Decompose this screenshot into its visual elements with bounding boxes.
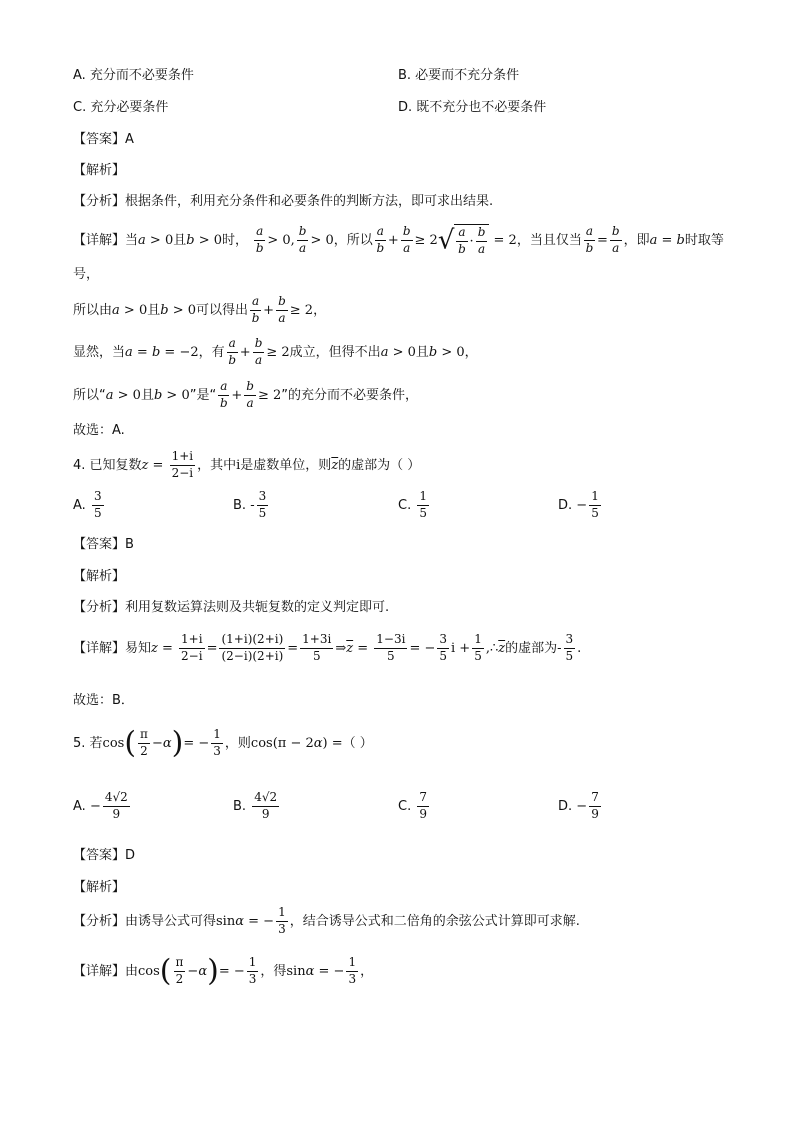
option-d: D. 既不充分也不必要条件 (398, 100, 547, 115)
q4-answer: 【答案】B (73, 537, 134, 552)
q5-analysis-summary: 【分析】由诱导公式可得sinα = − $\frac{1}{3}$ ，结合诱导公式和二倍角的余弦公式计算即可求解. (73, 905, 580, 936)
q5-option-d: D. − $\frac{7}{9}$ (558, 790, 599, 821)
detail-line-1: 【详解】当a > 0且b > 0时， $\frac{a}{b}$ > 0, $\frac{b}{a}$ > 0，所以 $\frac{a}{b}$ + $\frac{b}{a}$ ≥ 2√ $\frac{a}{b}$ · $\frac{b}{a}$ = 2，当且仅当 $\frac{a}{b}$ = $\frac{b}{a}$ ，即a = b时取等 (73, 224, 724, 256)
q4-option-d: D. − $\frac{1}{5}$ (558, 489, 599, 520)
conclusion-q3: 故选：A. (73, 423, 125, 438)
option-a: A. 充分而不必要条件 (73, 68, 194, 83)
q5-option-b: B. $\frac{4√2}{9}$ (233, 790, 278, 821)
q5-option-c: C. $\frac{7}{9}$ (398, 790, 427, 821)
q4-detail: 【详解】易知z = $\frac{1+i}{2-i}$ = $\frac{(1+i)(2+i)}{(2-i)(2+i)}$ = $\frac{1+3i}{5}$ $\Rightarrow\overline{z}$ = $\frac{1-3i}{5}$ = − $\frac{3}{5}$ i + $\frac{1}{5}$ $,\therefore\overline{z}$的虚部为- $\frac{3}{5}$ . (73, 632, 582, 663)
answer-label: 【答案】A (73, 132, 134, 147)
q4-option-b: B. - $\frac{3}{5}$ (233, 489, 267, 520)
q4-analysis-summary: 【分析】利用复数运算法则及共轭复数的定义判定即可. (73, 600, 390, 615)
detail-line-2: 号， (73, 267, 100, 282)
q5-detail: 【详解】由cos( $\frac{\pi}{2}$ −α)= − $\frac{1}{3}$ ，得sinα = − $\frac{1}{3}$ ， (73, 953, 374, 989)
detail-line-4: 显然，当a = b = −2，有 $\frac{a}{b}$ + $\frac{b}{a}$ ≥ 2成立，但得不出a > 0且b > 0， (73, 336, 478, 367)
q4-option-a: A. $\frac{3}{5}$ (73, 489, 102, 520)
q4-option-c: C. $\frac{1}{5}$ (398, 489, 427, 520)
option-c: C. 充分必要条件 (73, 100, 169, 115)
analysis-heading: 【解析】 (73, 163, 126, 178)
detail-line-5: 所以“a > 0且b > 0”是“ $\frac{a}{b}$ + $\frac{b}{a}$ ≥ 2”的充分而不必要条件， (73, 379, 419, 410)
q4-analysis-heading: 【解析】 (73, 569, 126, 584)
option-b: B. 必要而不充分条件 (398, 68, 520, 83)
analysis-summary: 【分析】根据条件，利用充分条件和必要条件的判断方法，即可求出结果. (73, 194, 494, 209)
conclusion-q4: 故选：B． (73, 693, 134, 708)
question-4-stem: 4. 已知复数z = $\frac{1+i}{2-i}$ ，其中i是虚数单位，则$\overline{z}$的虚部为（ ） (73, 449, 421, 480)
detail-line-3: 所以由a > 0且b > 0可以得出 $\frac{a}{b}$ + $\frac{b}{a}$ ≥ 2， (73, 294, 327, 325)
q5-analysis-heading: 【解析】 (73, 880, 126, 895)
q5-answer: 【答案】D (73, 848, 136, 863)
question-5-stem: 5. 若cos( $\frac{\pi}{2}$ −α)= − $\frac{1}{3}$ ，则cos(π − 2α) =（ ） (73, 725, 373, 761)
q5-option-a: A. − $\frac{4√2}{9}$ (73, 790, 128, 821)
